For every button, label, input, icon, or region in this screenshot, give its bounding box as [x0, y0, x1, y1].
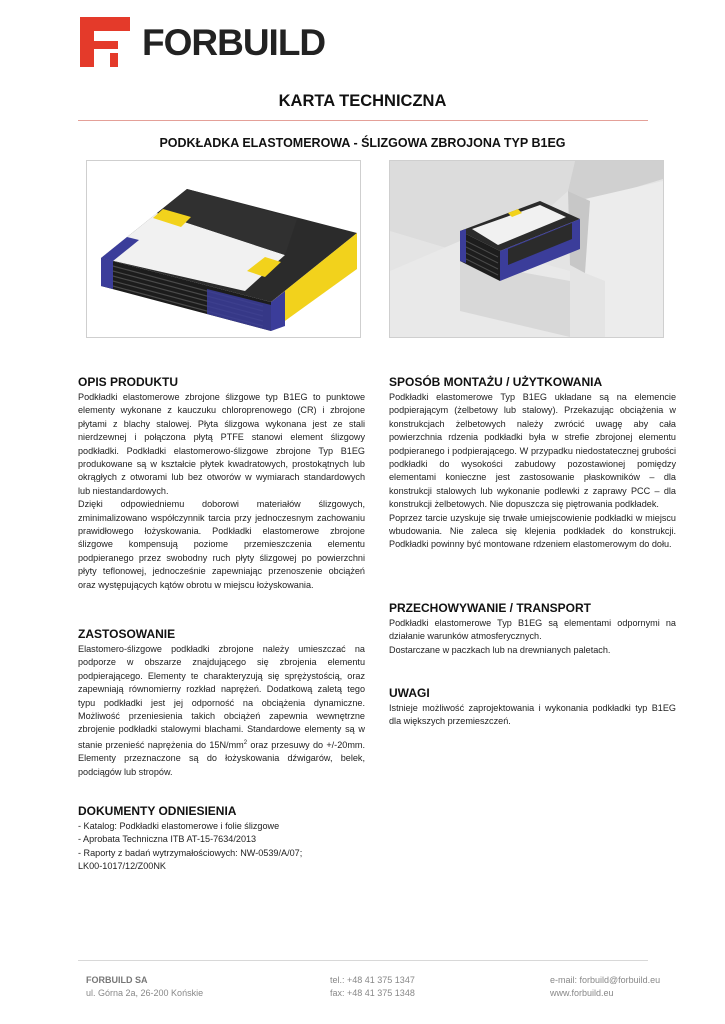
paragraph: Dzięki odpowiedniemu doborowi materiałów ślizgowych, zminimalizowano współczynnik tarcia przy jednoczesnym zachowaniu prawidłowego łożyskowania. Podkładki elastomerowe zbrojone ślizgowe kompensują poziome przemieszczenia elementu podpieranego przez swobodny ruch płyty ślizgowej po powierzchni płyty teflonowej, jednocześnie zapewniając przenoszenie obciążeń oraz występujących kątów obrotu w miejscu łożyskowania. — [78, 499, 365, 590]
section-title: DOKUMENTY ODNIESIENIA — [78, 804, 237, 818]
section-notes — [389, 686, 676, 729]
section-title: UWAGI — [389, 686, 430, 700]
footer-phone — [330, 974, 415, 1000]
section-title: OPIS PRODUKTU — [78, 375, 179, 389]
paragraph: Dostarczane w paczkach lub na drewnianych paletach. — [389, 644, 611, 655]
section-title: ZASTOSOWANIE — [78, 627, 176, 641]
section-application — [78, 627, 365, 779]
paragraph: Podkładki elastomerowe Typ B1EG układane są na elemencie podpierającym (żelbetowy lub stalowy). Przekazując obciążenia w konstrukcjach żelbetowych należy zwrócić uwagę aby cała powierzchnia rdzenia podkładki była w strefie zbrojonej elementu podpieranego i podpierającego. W przypadku niedostatecznej grubości podkładki do wysokości zabudowy pozostawionej pomiędzy elementami konieczne jest zastosowanie płaskowników – dla konstrukcji stalowych lub wykonanie podlewki z zaprawy PCC – dla konstrukcji żelbetowych. Nie dopuszcza się piętrowania podkładek. — [389, 392, 676, 510]
paragraph: Podkładki elastomerowe Typ B1EG są elementami odpornymi na działanie warunków atmosferycznych. — [389, 618, 676, 642]
superscript: 2 — [243, 739, 248, 746]
section-installation — [389, 375, 676, 552]
paragraph — [78, 643, 365, 779]
paragraph-text: oraz przesuwy do +/-20mm. Elementy przeznaczone są do łożyskowania dźwigarów, belek, podciągów lub stropów. — [78, 739, 365, 777]
paragraph: Podkładki elastomerowe zbrojone ślizgowe typ B1EG to punktowe elementy wykonane z kauczuku chloroprenowego (CR) i zbrojone płytami z blachy stalowej. Płyta ślizgowa wykonana jest ze stali nierdzewnej i połączona płytą PTFE stanowi element ślizgowy podkładki. Podkładki elastomerowo-ślizgowe zbrojone Typ B1EG produkowane są w kształcie płytek kwadratowych, prostokątnych lub okrągłych z otworami lub bez otworów w wymiarach standardowych lub niestandardowych. — [78, 392, 365, 496]
title-divider — [78, 120, 648, 121]
section-title: PRZECHOWYWANIE / TRANSPORT — [389, 601, 592, 615]
email-link[interactable]: e-mail: forbuild@forbuild.eu — [550, 975, 661, 985]
paragraph-text: Elastomero-ślizgowe podkładki zbrojone należy umieszczać na podporze w obszarze znajdującego się zbrojenia elementu podpierającego. Elementy te charakteryzują się sprężystością, oraz zapewniają równomierny rozkład naprężeń. Dodatkową zaletą tego typu podkładki jest jej odporność na obciążenia dynamiczne. Możliwość przeniesienia takich obciążeń zapewnia wewnętrzne zbrojenie podkładki stalowymi blachami. Standardowe elementy są w stanie przenieść naprężenia do 15N/mm — [78, 644, 365, 750]
company-logo — [80, 17, 350, 69]
list-item: LK00-1017/12/Z00NK — [78, 861, 166, 872]
fax-number: fax: +48 41 375 1348 — [330, 988, 415, 998]
paragraph: Poprzez tarcie uzyskuje się trwałe umiejscowienie podkładki w miejscu wbudowania. Nie zaleca się klejenia podkładek do konstrukcji. Podkładki powinny być montowane rdzeniem elastomerowym do dołu. — [389, 512, 676, 550]
website-link[interactable]: www.forbuild.eu — [550, 988, 614, 998]
list-item: - Aprobata Techniczna ITB AT-15-7634/2013 — [78, 834, 257, 845]
section-reference-documents — [78, 804, 365, 874]
page-title: KARTA TECHNICZNA — [278, 92, 447, 110]
installation-image — [389, 160, 664, 338]
section-storage-transport — [389, 601, 676, 657]
list-item: - Raporty z badań wytrzymałościowych: NW-0539/A/07; — [78, 847, 303, 858]
list-item: - Katalog: Podkładki elastomerowe i folie ślizgowe — [78, 821, 280, 831]
product-subtitle: PODKŁADKA ELASTOMEROWA - ŚLIZGOWA ZBROJONA TYP B1EG — [159, 136, 566, 150]
paragraph: Istnieje możliwość zaprojektowania i wykonania podkładki typ B1EG dla większych przemieszczeń. — [389, 703, 676, 727]
footer-company — [86, 974, 203, 1000]
section-product-description — [78, 375, 365, 592]
phone-number: tel.: +48 41 375 1347 — [330, 975, 415, 985]
footer-contact — [550, 974, 660, 1000]
logo-wordmark: FORBUILD — [142, 22, 326, 63]
section-title: SPOSÓB MONTAŻU / UŻYTKOWANIA — [389, 375, 603, 389]
company-address: ul. Górna 2a, 26-200 Końskie — [86, 988, 204, 998]
product-image — [86, 160, 361, 338]
logo-mark-icon — [80, 17, 130, 67]
company-name: FORBUILD SA — [86, 975, 148, 985]
footer-divider — [78, 960, 648, 961]
